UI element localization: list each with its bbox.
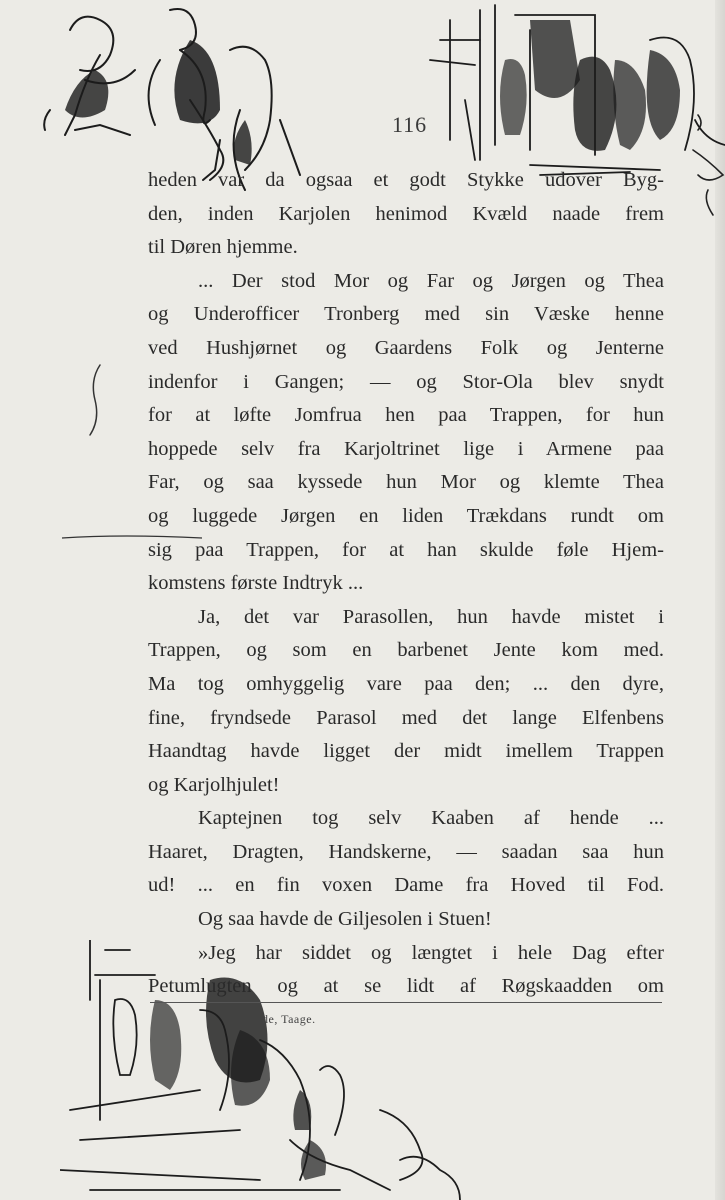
text-line: Haaret, Dragten, Handskerne, — saadan saa hun	[148, 840, 664, 863]
text-line: Ja, det var Parasollen, hun havde mistet i	[198, 605, 664, 628]
text-line: Kaptejnen tog selv Kaaben af hende ...	[198, 807, 664, 830]
text-line: heden var da ogsaa et godt Stykke udover Byg-	[148, 169, 664, 191]
sketch-margin-figure	[688, 110, 725, 220]
footnote-rule	[150, 1002, 662, 1003]
text-line: ved Hushjørnet og Gaardens Folk og Jenterne	[148, 336, 664, 359]
text-line: fine, fryndsede Parasol med det lange Elfenbens	[148, 706, 664, 729]
text-line: og Karjolhjulet!	[148, 773, 280, 796]
text-line: til Døren hjemme.	[148, 236, 298, 259]
text-line: sig paa Trappen, for at han skulde føle Hjem-	[148, 538, 664, 561]
text-line: og Underofficer Tronberg med sin Væske henne	[148, 303, 664, 326]
text-line: Petumlugten og at se lidt af Røgskaadden om	[148, 975, 664, 998]
text-line: for at løfte Jomfrua hen paa Trappen, for hun	[148, 404, 664, 427]
text-line: Haandtag havde ligget der midt imellem Trappen	[148, 740, 664, 763]
body-text	[148, 164, 664, 1004]
text-line: indenfor i Gangen; — og Stor-Ola blev snydt	[148, 370, 664, 393]
text-line: hoppede selv fra Karjoltrinet lige i Armene paa	[148, 437, 664, 460]
text-line: Far, og saa kyssede hun Mor og klemte Thea	[148, 471, 664, 494]
text-line: Trappen, og som en barbenet Jente kom med.	[148, 639, 664, 662]
text-line: komstens første Indtryk ...	[148, 572, 364, 595]
sketch-margin-bracket	[80, 360, 110, 440]
footnote: de, Taage.	[262, 1012, 316, 1026]
text-line: »Jeg har siddet og længtet i hele Dag efter	[198, 941, 664, 964]
text-line: ud! ... en fin voxen Dame fra Hoved til Fod.	[148, 874, 664, 897]
text-line: Ma tog omhyggelig vare paa den; ... den dyre,	[148, 672, 664, 695]
text-line: Og saa havde de Giljesolen i Stuen!	[198, 908, 492, 931]
text-line: og luggede Jørgen en liden Trækdans rundt om	[148, 504, 664, 527]
text-line: ... Der stod Mor og Far og Jørgen og Thea	[198, 269, 664, 292]
page-number: 116	[392, 112, 428, 137]
text-line: den, inden Karjolen henimod Kvæld naade frem	[148, 202, 664, 225]
